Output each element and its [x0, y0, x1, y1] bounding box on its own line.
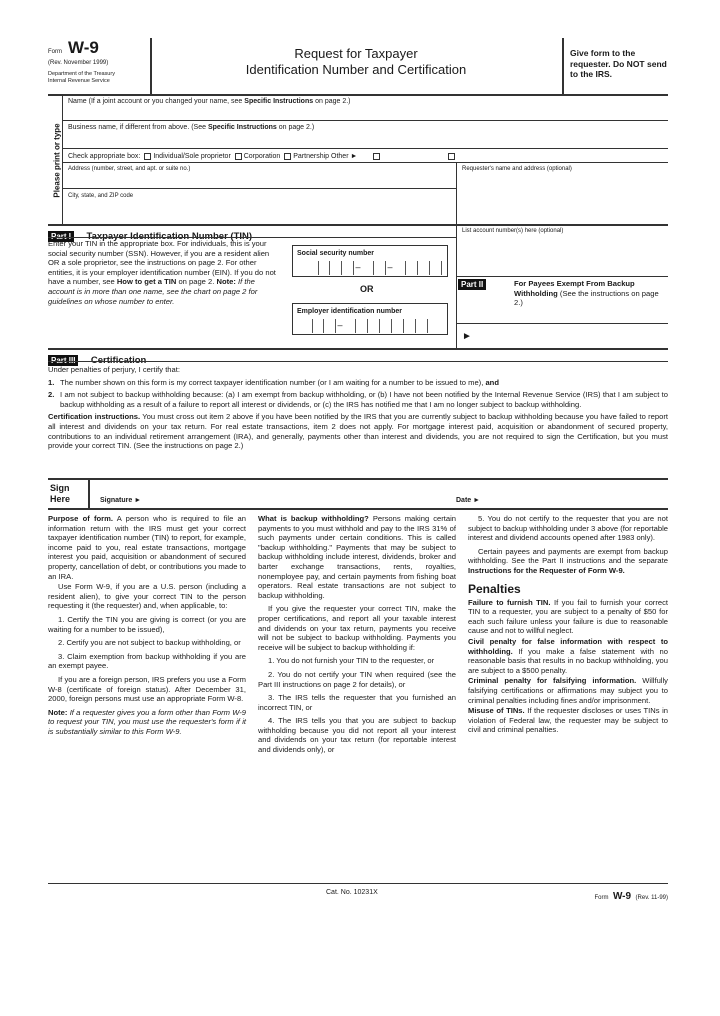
misuse-text: If the requester discloses or uses TINs in violation of Federal law, the requester may be subject to civil and criminal penalties. [468, 706, 668, 735]
ein-digit [368, 319, 380, 333]
footer-form-id [570, 886, 668, 904]
ssn-dash: – [355, 262, 361, 272]
cert-item-2-text: I am not subject to backup withholding because: (a) I am exempt from backup withholding, or (b) I have not been notified by the Internal Revenue Service (IRS) that I am subject to backup withholding as a result of a failure to report all interest or dividends, or (c) the IRS has notified me that I am no longer subject to backup withholding. [60, 390, 668, 409]
cert-item-1-text: The number shown on this form is my correct taxpayer identification number (or I am waiting for a number to be issued to me), [60, 377, 484, 387]
ein-digit [324, 319, 336, 333]
date-field[interactable]: Date ► [456, 497, 481, 504]
col1-note: If a requester gives you a form other than Form W-9 to request your TIN, you must use the requester's form if it is substantially similar to this Form W-9. [48, 707, 246, 736]
civil-text: If you make a false statement with no reasonable basis that results in no backup withholding, you are subject to a $500 penalty. [468, 646, 668, 675]
entity-type-row [68, 152, 658, 161]
fail-title: Failure to furnish TIN. [468, 597, 551, 607]
cert-item-1 [48, 378, 668, 388]
part1-note-label: Note: [216, 277, 236, 287]
ssn-digit [394, 261, 406, 275]
col1-item-1: 1. Certify the TIN you are giving is correct (or you are waiting for a number to be issued), [48, 614, 246, 634]
header-divider-right [562, 38, 564, 94]
signature-field[interactable]: Signature ► [100, 497, 142, 504]
ein-digit [380, 319, 392, 333]
ssn-digit [342, 261, 354, 275]
column-3 [468, 514, 668, 736]
sidebar-divider [62, 94, 63, 224]
title-line2: Identification Number and Certification [245, 62, 467, 77]
misuse-title: Misuse of TINs. [468, 706, 525, 716]
requester-divider [456, 162, 457, 224]
sign-divider [88, 478, 90, 508]
col1-item-2: 2. Certify you are not subject to backup withholding, or [58, 638, 241, 648]
fail-text: If you fail to furnish your correct TIN to a requester, you are subject to a penalty of $50 for each such failure unless your failure is due to reasonable cause and not to willful neglect. [468, 597, 668, 636]
part1-tag: Part I [48, 231, 74, 242]
check-line [62, 162, 668, 163]
ein-digit [392, 319, 404, 333]
column-1 [48, 514, 246, 737]
footer-form-label: Form [594, 895, 609, 901]
other-checkbox-right[interactable] [448, 153, 455, 160]
business-line [62, 148, 668, 149]
exempt-bold: Instructions for the Requester of Form W-9. [468, 565, 625, 575]
part1-text: Enter your TIN in the appropriate box. For individuals, this is your social security number (SSN). However, if you are a resident alien OR a sole proprietor, see the instructions on page 2. For other entities, it is your employer identification number (EIN). If you do not have a number, see [48, 239, 276, 287]
name-label-bold: Specific Instructions [244, 98, 314, 105]
part1-header-line [48, 237, 456, 238]
foreign-person-text: If you are a foreign person, IRS prefers you use a Form W-8 (certificate of foreign status). After December 31, 2000, foreign persons must use an appropriate Form W-8. [48, 674, 246, 704]
part2-tag: Part II [458, 279, 486, 290]
use-form-text: Use Form W-9, if you are a U.S. person (including a resident alien), to give your correct TIN to the person requesting it (the requester) and, when applicable, to: [48, 582, 246, 611]
name-field[interactable] [68, 97, 658, 106]
business-label-bold: Specific Instructions [207, 124, 277, 131]
col1-note-label: Note: [48, 707, 68, 717]
col2-item-4: 4. The IRS tells you that you are subject to backup withholding because you did not report all your interest and dividends on your tax return (for reportable interest and dividends only), or [258, 716, 456, 755]
footer-form-number: W-9 [612, 891, 632, 902]
part3-intro: Under penalties of perjury, I certify that: [48, 365, 180, 374]
form-number: W-9 [68, 38, 99, 57]
give-tin-text: If you give the requester your correct TIN, make the proper certifications, and report all your taxable interest and dividends on your tax return, payments you receive will not be subject to backup withholding. Payments you receive will be subject to backup withholding if: [258, 604, 456, 652]
ein-dash: – [337, 320, 343, 330]
form-title [152, 46, 560, 78]
part1-text-tail: on page 2. [178, 277, 215, 287]
ein-digit [356, 319, 368, 333]
name-label: Name (If a joint account or you changed your name, see [68, 98, 243, 105]
ssn-digit [430, 261, 442, 275]
city-field[interactable]: City, state, and ZIP code [68, 193, 134, 199]
individual-label: Individual/Sole proprietor [153, 153, 231, 160]
part1-note: If the account is in more than one name, see the chart on page 2 for guidelines on whose number to enter. [48, 277, 258, 306]
penalties-heading: Penalties [468, 581, 521, 596]
part3-body [48, 365, 668, 451]
ein-label: Employer identification number [297, 308, 403, 315]
purpose-text: A person who is required to file an information return with the IRS must get your correct taxpayer identification number (TIN) to report, for example, income paid to you, real estate transactions, mortgage interest you paid, acquisition or abandonment of secured property, cancellation of debt, or contributions you made to an IRA. [48, 514, 246, 581]
other-label: Other ► [331, 153, 358, 160]
backup-title: What is backup withholding? [258, 514, 369, 523]
exempt-text: Certain payees and payments are exempt from backup withholding. See the Part II instructions and the separate [468, 546, 668, 566]
give-form-note: Give form to the requester. Do NOT send to the IRS. [570, 48, 667, 79]
part1-instructions [48, 239, 276, 306]
list-account-field[interactable]: List account number(s) here (optional) [462, 228, 564, 234]
ssn-label: Social security number [297, 250, 375, 257]
header-bottom-line [48, 94, 668, 96]
name-label-tail: on page 2.) [315, 98, 351, 105]
catalog-number: Cat. No. 10231X [326, 889, 378, 896]
col2-item-3: 3. The IRS tells the requester that you furnished an incorrect TIN, or [258, 693, 456, 712]
partnership-checkbox[interactable] [284, 153, 291, 160]
title-line1: Request for Taxpayer [294, 46, 418, 61]
part1-right-divider [456, 224, 457, 348]
form-revision: (Rev. November 1999) [48, 60, 109, 66]
ein-digit [404, 319, 416, 333]
address-field[interactable]: Address (number, street, and apt. or suite no.) [68, 166, 191, 172]
ssn-digit [330, 261, 342, 275]
ssn-digit [418, 261, 430, 275]
ein-digit [312, 319, 324, 333]
part3-bottom-line [48, 478, 668, 480]
cert-item-2 [48, 390, 668, 409]
part3-header-line [48, 361, 668, 362]
cert-item-1-and: and [485, 377, 499, 387]
ssn-digit [406, 261, 418, 275]
business-name-field[interactable] [68, 123, 658, 132]
cert-item-2-num: 2. [48, 390, 55, 400]
cert-instructions-text: You must cross out item 2 above if you have been notified by the IRS that you are currently subject to backup withholding because you have failed to report all interest and dividends on your tax return. For real estate transactions, item 2 does not apply. For mortgage interest paid, acquisition or abandonment of secured property, contributions to an individual retirement arrangement (IRA), and generally, payments other than interest and dividends, you are not required to sign the Certification, but you must provide your correct TIN. (See the instructions on page 2.) [48, 412, 668, 451]
footer-revision: (Rev. 11-99) [635, 895, 668, 901]
cert-instructions [48, 412, 668, 450]
form-label: Form [48, 49, 62, 55]
criminal-title: Criminal penalty for falsifying information. [468, 676, 637, 686]
business-label: Business name, if different from above. (See [68, 124, 206, 131]
form-number-block [48, 38, 148, 94]
part2-inner-line [456, 323, 668, 324]
ssn-digit [374, 261, 386, 275]
civil-title: Civil penalty for false information with respect to withholding. [468, 636, 668, 656]
col1-item-3: 3. Claim exemption from backup withholding if you are an exempt payee. [48, 651, 246, 671]
corporation-label: Corporation [243, 153, 281, 160]
ssn-dash: – [387, 262, 393, 272]
name-line [62, 120, 668, 121]
col3-item-5: 5. You do not certify to the requester that you are not subject to backup withholding under 3 above (for reportable interest and dividend accounts opened after 1983 only). [468, 514, 668, 543]
w9-form [48, 38, 668, 910]
column-2 [258, 514, 456, 756]
ein-digit [416, 319, 428, 333]
cert-item-1-num: 1. [48, 377, 55, 387]
part2-title-tail: (See the instructions on page 2.) [514, 288, 659, 308]
purpose-title: Purpose of form. [48, 514, 113, 523]
other-checkbox[interactable] [373, 153, 380, 160]
ssn-digit [362, 261, 374, 275]
part2-title-bold: For Payees Exempt From Backup Withholding [514, 279, 635, 298]
business-label-tail: on page 2.) [278, 124, 315, 131]
address-line [62, 188, 456, 189]
sign-here-label: Sign Here [50, 483, 71, 504]
ssn-digits[interactable] [318, 261, 442, 275]
part1-title: Taxpayer Identification Number (TIN) [86, 231, 253, 242]
or-label: OR [360, 284, 374, 294]
check-box-label: Check appropriate box: [68, 153, 141, 160]
backup-text: Persons making certain payments to you must withhold and pay to the IRS 31% of such payments under certain conditions. This is called "backup withholding." Payments that may be subject to backup withholding include interest, dividends, broker and barter exchange transactions, rents, royalties, nonemployee pay, and certain payments from fishing boat operators. Real estate transactions are not subject to backup withholding. [258, 514, 456, 600]
footer-line [48, 883, 668, 884]
partnership-label: Partnership [293, 153, 330, 160]
ein-digits[interactable] [312, 319, 428, 333]
part1-text-bold: How to get a TIN [116, 277, 177, 287]
criminal-text: Willfully falsifying certifications or affirmations may subject you to criminal penalties including fines and/or imprisonment. [468, 676, 668, 705]
ein-digit [344, 319, 356, 333]
cert-instructions-label: Certification instructions. [48, 412, 141, 422]
col2-item-2: 2. You do not certify your TIN when required (see the Part III instructions on page 2 for details), or [258, 669, 456, 689]
sign-bottom-line [48, 508, 668, 510]
corporation-checkbox[interactable] [235, 153, 242, 160]
part3-title: Certification [90, 355, 147, 366]
please-print-label: Please print or type [52, 123, 62, 198]
part2-top-line [456, 276, 668, 277]
part2-title [514, 279, 668, 308]
individual-checkbox[interactable] [144, 153, 151, 160]
col2-item-1: 1. You do not furnish your TIN to the requester, or [268, 656, 435, 666]
irs-label: Internal Revenue Service [48, 78, 110, 84]
ssn-digit [318, 261, 330, 275]
part2-arrow: ► [462, 331, 472, 342]
department: Department of the Treasury [48, 71, 115, 77]
requester-field[interactable]: Requester's name and address (optional) [462, 166, 572, 172]
part3-tag: Part III [48, 355, 78, 366]
